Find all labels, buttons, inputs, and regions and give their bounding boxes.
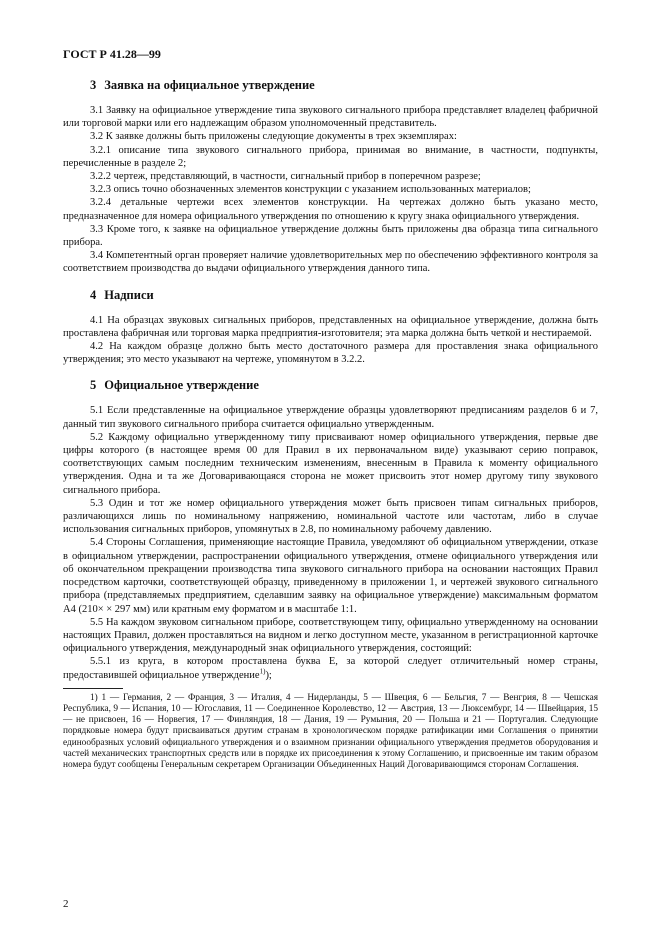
paragraph: 5.3 Один и тот же номер официального утверждения может быть присвоен типам сигнальных приборов, различающихся лишь по номинальному напряжению, номинальной частоте или частотам, либо в случае использования сигнальных приборов, упомянутых в 2.8, по номинальному рабочему давлению. <box>63 497 598 536</box>
section-heading: 3 Заявка на официальное утверждение <box>90 78 315 92</box>
footnote-divider <box>63 688 123 689</box>
paragraph: 3.2.3 опись точно обозначенных элементов конструкции с указанием использованных материалов; <box>90 184 531 196</box>
paragraph: 5.1 Если представленные на официальное утверждение образцы удовлетворяют предписаниям разделов 6 и 7, данный тип звукового сигнального прибора считается официально утвержденным. <box>63 405 598 430</box>
paragraph: 4.1 На образцах звуковых сигнальных приборов, представленных на официальное утверждение, должна быть проставлена фабричная или торговая марка предприятия-изготовителя; эта марка должна быть четкой и нестираемой. <box>63 314 598 339</box>
paragraph: 5.5.1 из круга, в котором проставлена буква Е, за которой следует отличительный номер страны, предоставившей официальное утверждение$^{1)}$); <box>63 656 598 681</box>
paragraph: 5.2 Каждому официально утвержденному типу присваивают номер официального утверждения, первые две цифры которого (в настоящее время 00 для Правил в их первоначальном виде) указывают серию поправок, соответствующих самым последним техническим изменениям, внесенным в Правила к моменту официального утверждения. Одна и та же Договаривающаяся сторона не может присвоить этот номер другому типу звукового сигнального прибора. <box>63 431 598 496</box>
paragraph: 3.2.1 описание типа звукового сигнального прибора, принимая во внимание, в частности, подпункты, перечисленные в разделе 2; <box>63 144 598 169</box>
paragraph: 3.4 Компетентный орган проверяет наличие удовлетворительных мер по обеспечению эффективного контроля за соответствием производства до выдачи официального утверждения данного типа. <box>63 250 598 275</box>
paragraph: 5.4 Стороны Соглашения, применяющие настоящие Правила, уведомляют об официальном утверждении, отказе в официальном утверждении, распространении официального утверждения, отмене официального утверждения или об окончательном прекращении производства типа звукового сигнального прибора на основании настоящих Правил посредством карточки, соответствующей образцу, приведенному в приложении 1, и чертежей звукового сигнального прибора (представляемых предприятием, сделавшим заявку на официальное утверждение) максимальным форматом А4 (210× × 297 мм) или кратным ему форматом и в масштабе 1:1. <box>63 537 598 615</box>
paragraph: 3.1 Заявку на официальное утверждение типа звукового сигнального прибора представляет владелец фабричной или торговой марки или его надлежащим образом уполномоченный представитель. <box>63 105 598 130</box>
paragraph: 4.2 На каждом образце должно быть место достаточного размера для проставления знака официального утверждения; это место указывают на чертеже, упомянутом в 3.2.2. <box>63 341 598 366</box>
footnote: 1) 1 — Германия, 2 — Франция, 3 — Италия, 4 — Нидерланды, 5 — Швеция, 6 — Бельгия, 7 — Венгрия, 8 — Чешская Республика, 9 — Испания, 10 — Югославия, 11 — Соединенное Королевство, 12 — Австрия, 13 — Люксембург, 14 — Швейцария, 15 — не присвоен, 16 — Норвегия, 17 — Финляндия, 18 — Дания, 19 — Румыния, 20 — Польша и 21 — Португалия. Следующие порядковые номера будут присваиваться другим странам в хронологическом порядке ратификации ими Соглашения о принятии единообразных условий официального утверждения и о взаимном признании официального утверждения предметов оборудования и частей механических транспортных средств или в порядке их присоединения к этому Соглашению, и присвоенные им таким образом номера будут сообщены Генеральным секретарем Организации Объединенных Наций Договаривающимся сторонам Соглашения. <box>63 692 598 770</box>
page-number: 2 <box>63 898 69 910</box>
paragraph: 3.2 К заявке должны быть приложены следующие документы в трех экземплярах: <box>90 131 457 143</box>
section-heading: 4 Надписи <box>90 287 154 302</box>
document-body <box>63 78 598 771</box>
document-header: ГОСТ Р 41.28—99 <box>63 47 161 61</box>
footnote-mark[interactable]: 1) <box>259 667 266 676</box>
paragraph: 3.2.2 чертеж, представляющий, в частности, сигнальный прибор в поперечном разрезе; <box>90 171 481 183</box>
paragraph: 5.5 На каждом звуковом сигнальном приборе, соответствующем типу, официально утвержденному на основании настоящих Правил, должен проставляться на видном и легко доступном месте, указанном в регистрационной карточке официального утверждения, международный знак официального утверждения, состоящий: <box>63 616 598 655</box>
paragraph: 3.2.4 детальные чертежи всех элементов конструкции. На чертежах должно быть указано место, предназначенное для номера официального утверждения по отношению к кругу знака официального утверждения. <box>63 197 598 222</box>
paragraph: 3.3 Кроме того, к заявке на официальное утверждение должны быть приложены два образца типа сигнального прибора. <box>63 223 598 249</box>
section-heading: 5 Официальное утверждение <box>90 378 259 393</box>
